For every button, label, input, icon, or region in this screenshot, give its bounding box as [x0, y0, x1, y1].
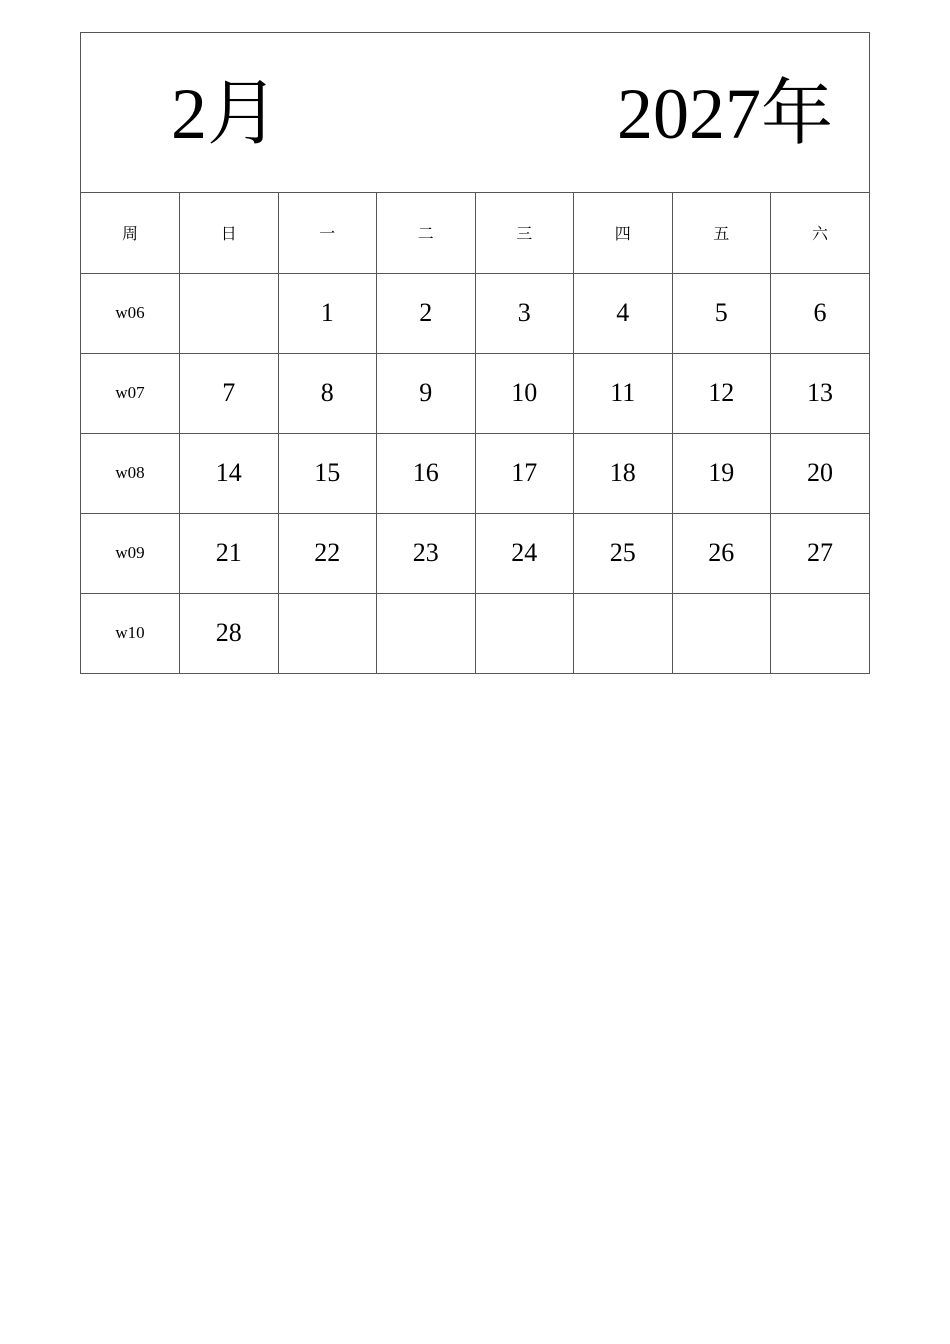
day-cell: 27	[771, 513, 870, 593]
day-cell	[377, 593, 476, 673]
day-cell: 20	[771, 433, 870, 513]
day-cell	[771, 593, 870, 673]
day-cell: 1	[278, 273, 377, 353]
day-cell: 28	[180, 593, 279, 673]
week-row	[81, 513, 869, 593]
day-cell	[180, 273, 279, 353]
calendar-header	[81, 33, 869, 193]
day-cell: 3	[475, 273, 574, 353]
weekday-header-saturday: 六	[771, 193, 870, 273]
day-cell: 8	[278, 353, 377, 433]
day-cell: 23	[377, 513, 476, 593]
day-cell: 15	[278, 433, 377, 513]
day-cell	[475, 593, 574, 673]
weekday-header-tuesday: 二	[377, 193, 476, 273]
week-number: w09	[81, 513, 180, 593]
weekday-header-friday: 五	[672, 193, 771, 273]
week-row	[81, 593, 869, 673]
calendar	[80, 32, 870, 674]
day-cell: 7	[180, 353, 279, 433]
day-cell: 2	[377, 273, 476, 353]
day-cell	[672, 593, 771, 673]
week-row	[81, 433, 869, 513]
day-cell: 17	[475, 433, 574, 513]
day-cell	[574, 593, 673, 673]
day-cell: 6	[771, 273, 870, 353]
week-number: w08	[81, 433, 180, 513]
month-title: 2月	[171, 71, 280, 155]
week-number: w07	[81, 353, 180, 433]
weekday-header-thursday: 四	[574, 193, 673, 273]
day-cell: 25	[574, 513, 673, 593]
weekday-header-monday: 一	[278, 193, 377, 273]
day-cell: 16	[377, 433, 476, 513]
week-number: w06	[81, 273, 180, 353]
day-cell: 13	[771, 353, 870, 433]
weekday-header-row	[81, 193, 869, 273]
day-cell: 9	[377, 353, 476, 433]
day-cell	[278, 593, 377, 673]
day-cell: 11	[574, 353, 673, 433]
week-row	[81, 353, 869, 433]
day-cell: 10	[475, 353, 574, 433]
calendar-grid	[81, 193, 869, 673]
day-cell: 24	[475, 513, 574, 593]
week-number: w10	[81, 593, 180, 673]
day-cell: 5	[672, 273, 771, 353]
day-cell: 21	[180, 513, 279, 593]
week-row	[81, 273, 869, 353]
day-cell: 26	[672, 513, 771, 593]
day-cell: 12	[672, 353, 771, 433]
day-cell: 22	[278, 513, 377, 593]
weekday-header-wednesday: 三	[475, 193, 574, 273]
day-cell: 4	[574, 273, 673, 353]
year-title: 2027年	[616, 71, 833, 155]
day-cell: 19	[672, 433, 771, 513]
day-cell: 14	[180, 433, 279, 513]
week-column-header: 周	[81, 193, 180, 273]
weekday-header-sunday: 日	[180, 193, 279, 273]
day-cell: 18	[574, 433, 673, 513]
